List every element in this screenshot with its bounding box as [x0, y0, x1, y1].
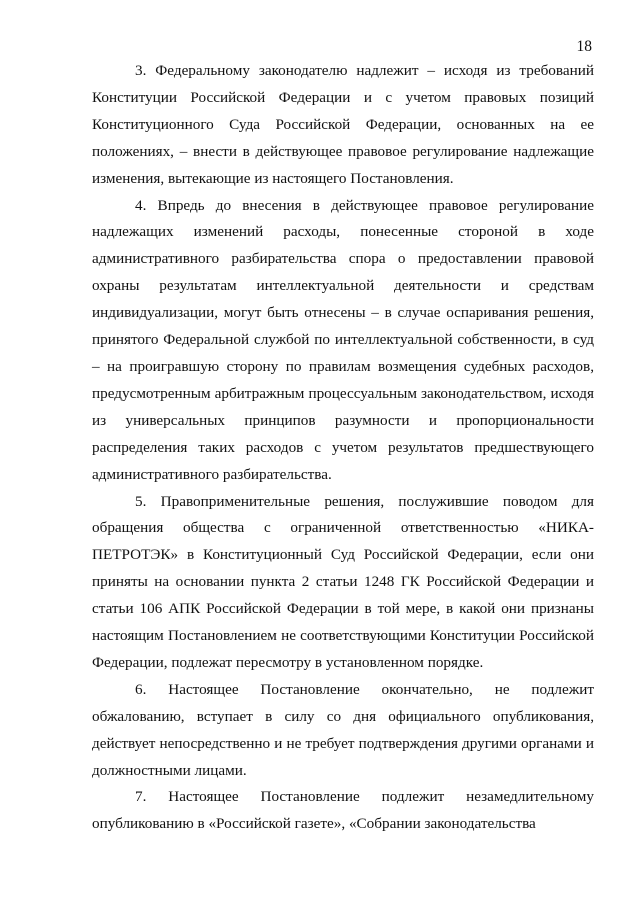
paragraph-4: 4. Впредь до внесения в действующее правовое регулирование надлежащих изменений расходы, понесенные стороной в ходе административного разбирательства спора о предоставлении правовой охраны результатам интеллектуальной деятельности и средствам индивидуализации, могут быть отнесены – в случае оспаривания решения, принятого Федеральной службой по интеллектуальной собственности, в суд – на проигравшую сторону по правилам возмещения судебных расходов, предусмотренным арбитражным процессуальным законодательством, исходя из универсальных принципов разумности и пропорциональности распределения таких расходов с учетом результатов предшествующего административного разбирательства. [92, 196, 594, 483]
paragraph-7: 7. Настоящее Постановление подлежит незамедлительному опубликованию в «Российской газете», «Собрании законодательства [92, 788, 594, 833]
paragraph-6: 6. Настоящее Постановление окончательно, не подлежит обжалованию, вступает в силу со дня официального опубликования, действует непосредственно и не требует подтверждения другими органами и должностными лицами. [92, 680, 594, 779]
paragraph-5: 5. Правоприменительные решения, послужившие поводом для обращения общества с ограниченной ответственностью «НИКА-ПЕТРОТЭК» в Конституционный Суд Российской Федерации, если они приняты на основании пункта 2 статьи 1248 ГК Российской Федерации и статьи 106 АПК Российской Федерации в той мере, в какой они признаны настоящим Постановлением не соответствующими Конституции Российской Федерации, подлежат пересмотру в установленном порядке. [92, 492, 594, 671]
page-number: 18 [576, 38, 592, 55]
document-body [92, 58, 594, 838]
paragraph-3: 3. Федеральному законодателю надлежит – исходя из требований Конституции Российской Федерации и с учетом правовых позиций Конституционного Суда Российской Федерации, основанных на ее положениях, – внести в действующее правовое регулирование надлежащие изменения, вытекающие из настоящего Постановления. [92, 62, 594, 187]
